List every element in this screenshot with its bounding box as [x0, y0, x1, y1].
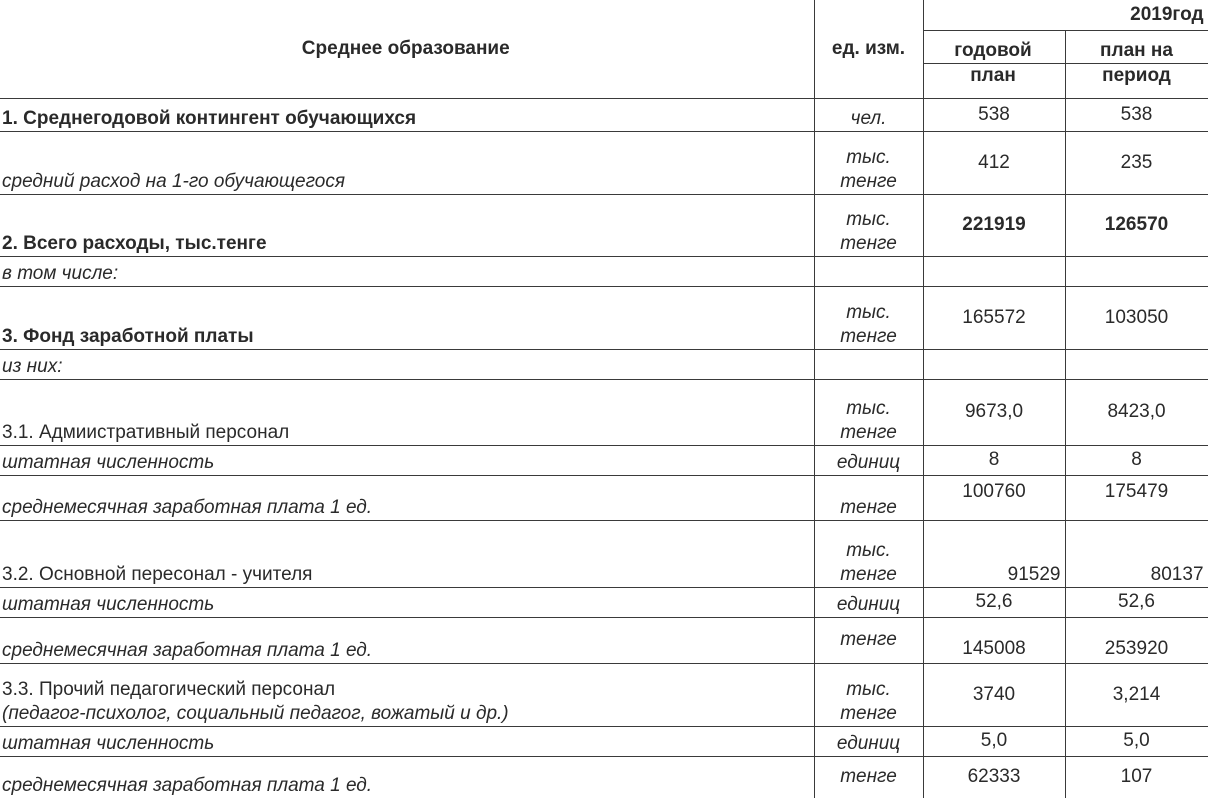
table-row [0, 194, 1208, 256]
row-unit: единиц [814, 726, 923, 756]
row-unit-line1: тыс. [846, 208, 891, 230]
header-period-line1: план на [1065, 30, 1208, 63]
row-unit: тенге [814, 617, 923, 663]
row-label: средний расход на 1-го обучающегося [0, 131, 814, 194]
row-unit-line2: тенге [840, 702, 897, 724]
row-label-line2: (педагог-психолог, социальный педагог, вожатый и др.) [2, 702, 509, 724]
row-label: штатная численность [0, 726, 814, 756]
row-label: 3.1. Адмиистративный персонал [0, 379, 814, 445]
row-unit-line1: тыс. [846, 539, 891, 561]
row-annual: 165572 [923, 286, 1065, 349]
row-period: 253920 [1065, 617, 1208, 663]
row-period: 126570 [1065, 194, 1208, 256]
row-unit-line1: тыс. [846, 301, 891, 323]
row-unit [814, 131, 923, 194]
row-unit [814, 520, 923, 587]
table-row [0, 349, 1208, 379]
table-row [0, 587, 1208, 617]
row-unit [814, 663, 923, 726]
row-unit [814, 194, 923, 256]
table-row [0, 131, 1208, 194]
row-period: 538 [1065, 98, 1208, 131]
row-annual-empty [923, 349, 1065, 379]
header-annual-line1: годовой [923, 30, 1065, 63]
row-label: 3. Фонд заработной платы [0, 286, 814, 349]
row-period-empty [1065, 349, 1208, 379]
row-annual: 91529 [923, 520, 1065, 587]
row-unit: тенге [814, 756, 923, 798]
table-row [0, 286, 1208, 349]
table-row [0, 617, 1208, 663]
row-label [0, 663, 814, 726]
table-row [0, 445, 1208, 475]
table-row [0, 726, 1208, 756]
table-row [0, 756, 1208, 798]
table-row [0, 520, 1208, 587]
row-period: 80137 [1065, 520, 1208, 587]
row-unit: тенге [814, 475, 923, 520]
row-annual: 8 [923, 445, 1065, 475]
row-label-line1: 3.3. Прочий педагогический персонал [2, 678, 336, 700]
row-period: 5,0 [1065, 726, 1208, 756]
header-period-line2: период [1065, 63, 1208, 98]
row-label: среднемесячная заработная плата 1 ед. [0, 475, 814, 520]
row-label: штатная численность [0, 445, 814, 475]
table-row [0, 256, 1208, 286]
row-unit: единиц [814, 587, 923, 617]
row-period: 8 [1065, 445, 1208, 475]
row-unit-line1: тыс. [846, 146, 891, 168]
row-annual: 62333 [923, 756, 1065, 798]
row-unit-line2: тенге [840, 563, 897, 585]
row-annual: 221919 [923, 194, 1065, 256]
row-annual: 3740 [923, 663, 1065, 726]
row-unit-empty [814, 256, 923, 286]
row-annual-empty [923, 256, 1065, 286]
row-unit-line2: тенге [840, 232, 897, 254]
row-unit: единиц [814, 445, 923, 475]
row-unit-line2: тенге [840, 421, 897, 443]
row-annual: 52,6 [923, 587, 1065, 617]
header-unit: ед. изм. [814, 0, 923, 98]
row-period: 52,6 [1065, 587, 1208, 617]
row-unit-line2: тенге [840, 170, 897, 192]
row-annual: 100760 [923, 475, 1065, 520]
row-period: 107 [1065, 756, 1208, 798]
row-period: 8423,0 [1065, 379, 1208, 445]
table-row [0, 663, 1208, 726]
row-label: в том числе: [0, 256, 814, 286]
table-row [0, 98, 1208, 131]
row-period: 103050 [1065, 286, 1208, 349]
row-annual: 145008 [923, 617, 1065, 663]
row-unit-line1: тыс. [846, 397, 891, 419]
row-unit [814, 379, 923, 445]
header-year: 2019год [923, 0, 1208, 30]
row-label: среднемесячная заработная плата 1 ед. [0, 617, 814, 663]
row-period-empty [1065, 256, 1208, 286]
row-period: 235 [1065, 131, 1208, 194]
row-unit-line1: тыс. [846, 678, 891, 700]
header-annual-line2: план [923, 63, 1065, 98]
row-annual: 412 [923, 131, 1065, 194]
table-row [0, 379, 1208, 445]
row-label: из них: [0, 349, 814, 379]
row-label: 2. Всего расходы, тыс.тенге [0, 194, 814, 256]
row-annual: 9673,0 [923, 379, 1065, 445]
header-title: Среднее образование [0, 0, 814, 98]
row-annual: 5,0 [923, 726, 1065, 756]
row-unit-line2: тенге [840, 325, 897, 347]
row-unit [814, 286, 923, 349]
row-annual: 538 [923, 98, 1065, 131]
row-label: среднемесячная заработная плата 1 ед. [0, 756, 814, 798]
row-period: 175479 [1065, 475, 1208, 520]
row-unit: чел. [814, 98, 923, 131]
row-period: 3,214 [1065, 663, 1208, 726]
row-label: 1. Среднегодовой контингент обучающихся [0, 98, 814, 131]
table-row [0, 475, 1208, 520]
row-label: штатная численность [0, 587, 814, 617]
row-unit-empty [814, 349, 923, 379]
row-label: 3.2. Основной пересонал - учителя [0, 520, 814, 587]
